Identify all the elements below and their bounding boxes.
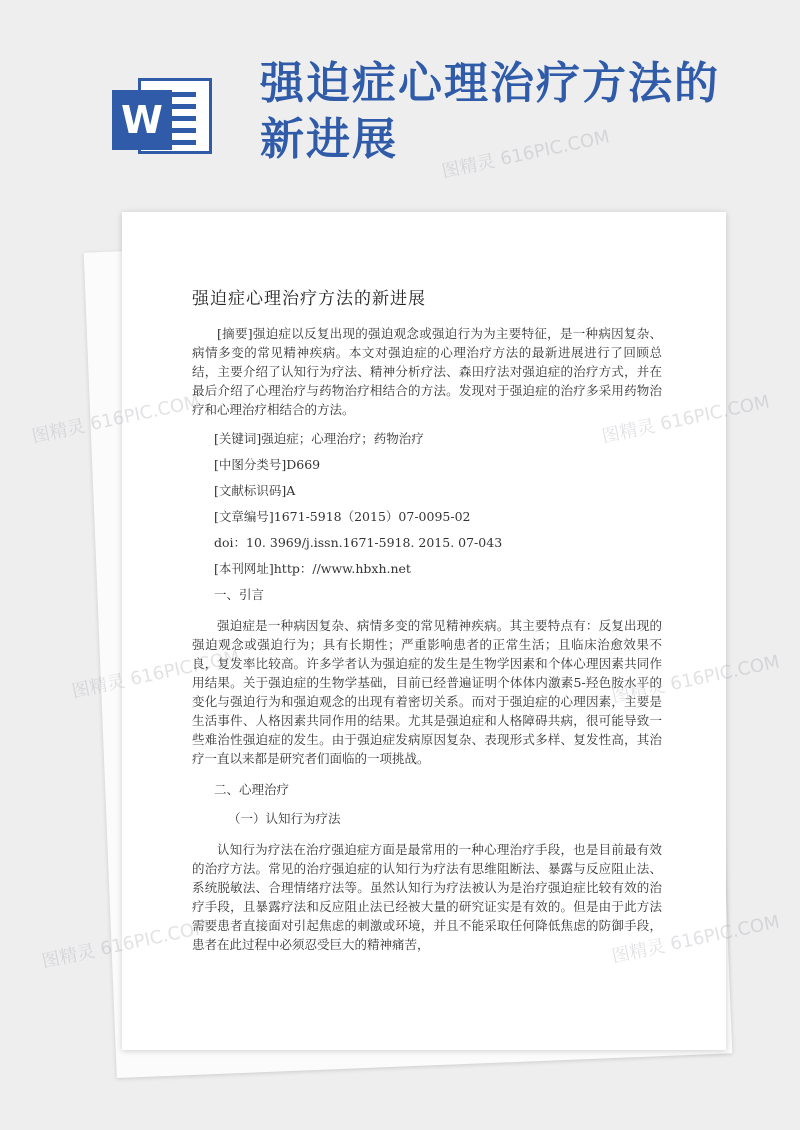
watermark: 图精灵 616PIC.COM xyxy=(439,126,612,183)
watermark: 图精灵 616PIC.COM xyxy=(39,916,212,973)
document-page xyxy=(122,212,726,1050)
watermark: 图精灵 616PIC.COM xyxy=(609,651,782,708)
journal-url: [本刊网址]http：//www.hbxh.net xyxy=(214,561,411,576)
abstract: [摘要]强迫症以反复出现的强迫观念或强迫行为为主要特征，是一种病因复杂、病情多变的常见精神疾病。本文对强迫症的心理治疗方法的最新进展进行了回顾总结，主要介绍了认知行为疗法、精神分析疗法、森田疗法对强迫症的治疗方式，并在最后介绍了心理治疗与药物治疗相结合的方法。发现对于强迫症的治疗多采用药物治疗和心理治疗相结合的方法。 xyxy=(192,326,662,417)
watermark: 图精灵 616PIC.COM xyxy=(609,911,782,968)
watermark: 图精灵 616PIC.COM xyxy=(69,646,242,703)
classification-number: [中图分类号]D669 xyxy=(214,457,321,472)
subsection-heading-cbt: （一）认知行为疗法 xyxy=(228,811,341,826)
word-letter-badge: W xyxy=(112,90,172,150)
doi: doi：10. 3969/j.issn.1671-5918. 2015. 07-043 xyxy=(214,535,503,550)
document-title: 强迫症心理治疗方法的新进展 xyxy=(192,289,426,309)
document-code: [文献标识码]A xyxy=(214,483,296,498)
word-document-icon xyxy=(112,78,212,154)
keywords: [关键词]强迫症；心理治疗；药物治疗 xyxy=(214,431,424,446)
subsection-cbt-text: 认知行为疗法在治疗强迫症方面是最常用的一种心理治疗手段，也是目前最有效的治疗方法。常见的治疗强迫症的认知行为疗法有思维阻断法、暴露与反应阻止法、系统脱敏法、合理情绪疗法等。虽然认知行为疗法被认为是治疗强迫症比较有效的治疗手段，且暴露疗法和反应阻止法已经被大量的研究证实是有效的。但是由于此方法需要患者直接面对引起焦虑的刺激或环境，并且不能采取任何降低焦虑的防御手段，患者在此过程中必须忍受巨大的精神痛苦， xyxy=(192,842,662,952)
section-heading-introduction: 一、引言 xyxy=(214,587,265,602)
section-introduction-text: 强迫症是一种病因复杂、病情多变的常见精神疾病。其主要特点有：反复出现的强迫观念或强迫行为；具有长期性；严重影响患者的正常生活；且临床治愈效果不良，复发率比较高。许多学者认为强迫症的发生是生物学因素和个体心理因素共同作用结果。关于强迫症的生物学基础，目前已经普遍证明个体体内激素5-羟色胺水平的变化与强迫行为和强迫观念的出现有着密切关系。而对于强迫症的心理因素，主要是生活事件、人格因素共同作用的结果。尤其是强迫症和人格障碍共病，很可能导致一些难治性强迫症的发生。由于强迫症发病原因复杂、表现形式多样、复发性高，其治疗一直以来都是研究者们面临的一项挑战。 xyxy=(192,618,662,766)
section-heading-psychotherapy: 二、心理治疗 xyxy=(214,782,290,797)
watermark: 图精灵 616PIC.COM xyxy=(599,391,772,448)
document-body xyxy=(192,324,662,954)
banner-title: 强迫症心理治疗方法的新进展 xyxy=(260,58,720,165)
watermark: 图精灵 616PIC.COM xyxy=(29,391,202,448)
article-number: [文章编号]1671-5918（2015）07-0095-02 xyxy=(214,509,471,524)
